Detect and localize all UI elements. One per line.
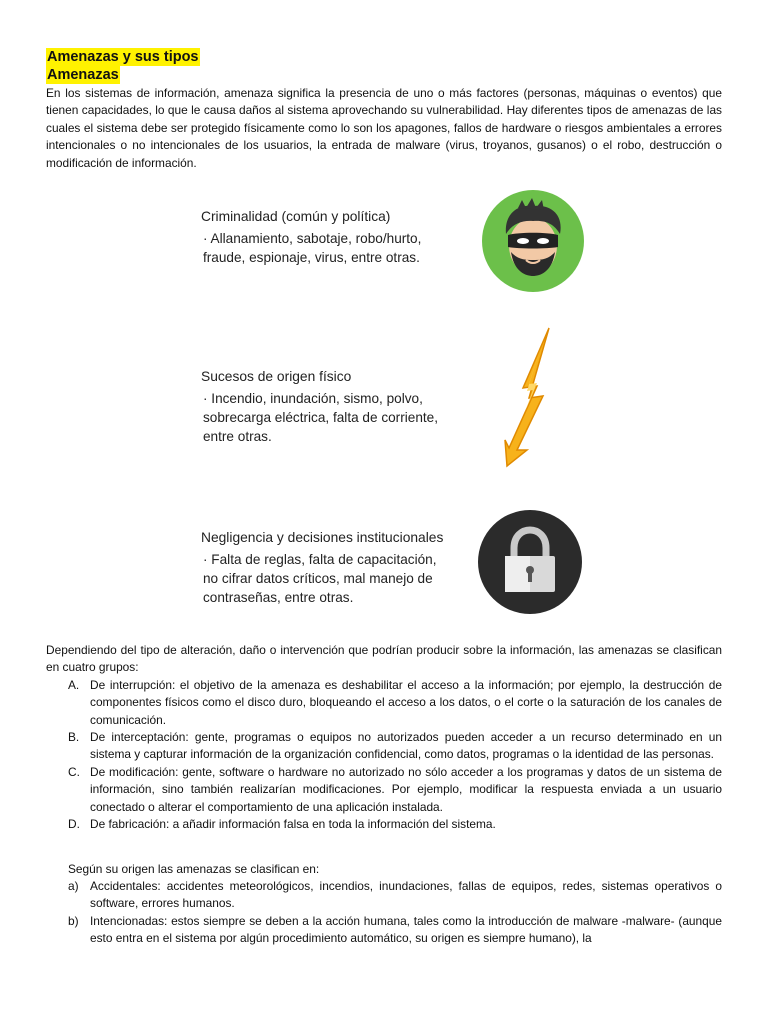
groups-intro: Dependiendo del tipo de alteración, daño o intervención que podrían producir sobre la información, las amenazas se clasifican en cuatro grupos: — [46, 643, 722, 675]
list-item-text: Accidentales: accidentes meteorológicos, incendios, inundaciones, fallas de equipos, redes, sistemas operativos o software, errores humanos. — [90, 878, 722, 911]
intro-paragraph: En los sistemas de información, amenaza significa la presencia de uno o más factores (personas, máquinas o eventos) que tienen capacidades, lo que le causa daños al sistema aprovechando su vulnerabilidad. Hay diferentes tipos de amenazas de las cuales el sistema debe ser protegido físicamente como lo son los apagones, fallos de hardware o riesgos ambientales a errores intencionales o no intencionales de los usuarios, la entrada de malware (virus, troyanos, gusanos) o el robo, destrucción o modificación de información. — [46, 86, 722, 170]
infographic-item-criminality — [201, 207, 421, 267]
list-marker: D. — [68, 817, 80, 832]
infographic-item-title: Criminalidad (común y política) — [201, 209, 391, 225]
infographic-item-desc: · Incendio, inundación, sismo, polvo, sobrecarga eléctrica, falta de corriente, entre otras. — [203, 391, 438, 445]
list-marker: A. — [68, 677, 80, 692]
list-item-text: De interceptación: gente, programas o equipos no autorizados pueden acceder a un recurso determinado en un sistema y capturar información de la organización confidencial, como datos, programas o la identidad de las personas. — [90, 730, 722, 762]
criminal-mask-icon — [482, 190, 584, 297]
origin-list — [46, 878, 722, 948]
list-marker: b) — [68, 913, 79, 928]
lightning-bolt-icon — [501, 326, 553, 473]
infographic-item-title: Sucesos de origen físico — [201, 369, 352, 385]
infographic-item-desc: · Falta de reglas, falta de capacitación, no cifrar datos críticos, mal manejo de contraseñas, entre otras. — [203, 552, 437, 606]
list-marker: C. — [68, 764, 80, 779]
list-item — [46, 816, 722, 833]
list-item-text: Intencionadas: estos siempre se deben a la acción humana, tales como la introducción de malware -malware- (aunque esto entra en el sistema por algún procedimiento automático, su origen es siempre humano), la — [90, 913, 722, 946]
list-item-text: De fabricación: a añadir información falsa en toda la información del sistema. — [90, 817, 496, 832]
page-title: Amenazas y sus tipos — [47, 49, 199, 65]
list-item — [46, 913, 722, 948]
origin-intro: Según su origen las amenazas se clasifican en: — [68, 861, 320, 876]
list-marker: B. — [68, 730, 80, 745]
infographic-item-title: Negligencia y decisiones institucionales — [201, 530, 444, 546]
threat-infographic — [46, 180, 722, 642]
list-item — [46, 764, 722, 816]
infographic-item-negligence — [201, 528, 443, 607]
list-item — [46, 729, 722, 764]
infographic-item-physical — [201, 367, 438, 446]
threat-groups-list — [46, 677, 722, 834]
list-marker: a) — [68, 878, 79, 893]
section-title: Amenazas — [47, 67, 119, 83]
padlock-icon — [478, 510, 582, 619]
list-item-text: De modificación: gente, software o hardware no autorizado no sólo acceder a los programas y datos de un sistema de información, sino también realizarían modificaciones. Por ejemplo, modificar la respuesta enviada a un usuario conectado o alterar el comportamiento de una aplicación instalada. — [90, 764, 722, 814]
list-item — [46, 878, 722, 913]
list-item — [46, 677, 722, 729]
title-block — [46, 48, 722, 84]
document-page — [46, 48, 722, 948]
list-item-text: De interrupción: el objetivo de la amenaza es deshabilitar el acceso a la información; por ejemplo, la destrucción de componentes físicos como el disco duro, bloqueando el acceso a los datos, o el corte o la saturación de los canales de comunicación. — [90, 677, 722, 727]
infographic-item-desc: · Allanamiento, sabotaje, robo/hurto, fraude, espionaje, virus, entre otras. — [203, 231, 422, 266]
